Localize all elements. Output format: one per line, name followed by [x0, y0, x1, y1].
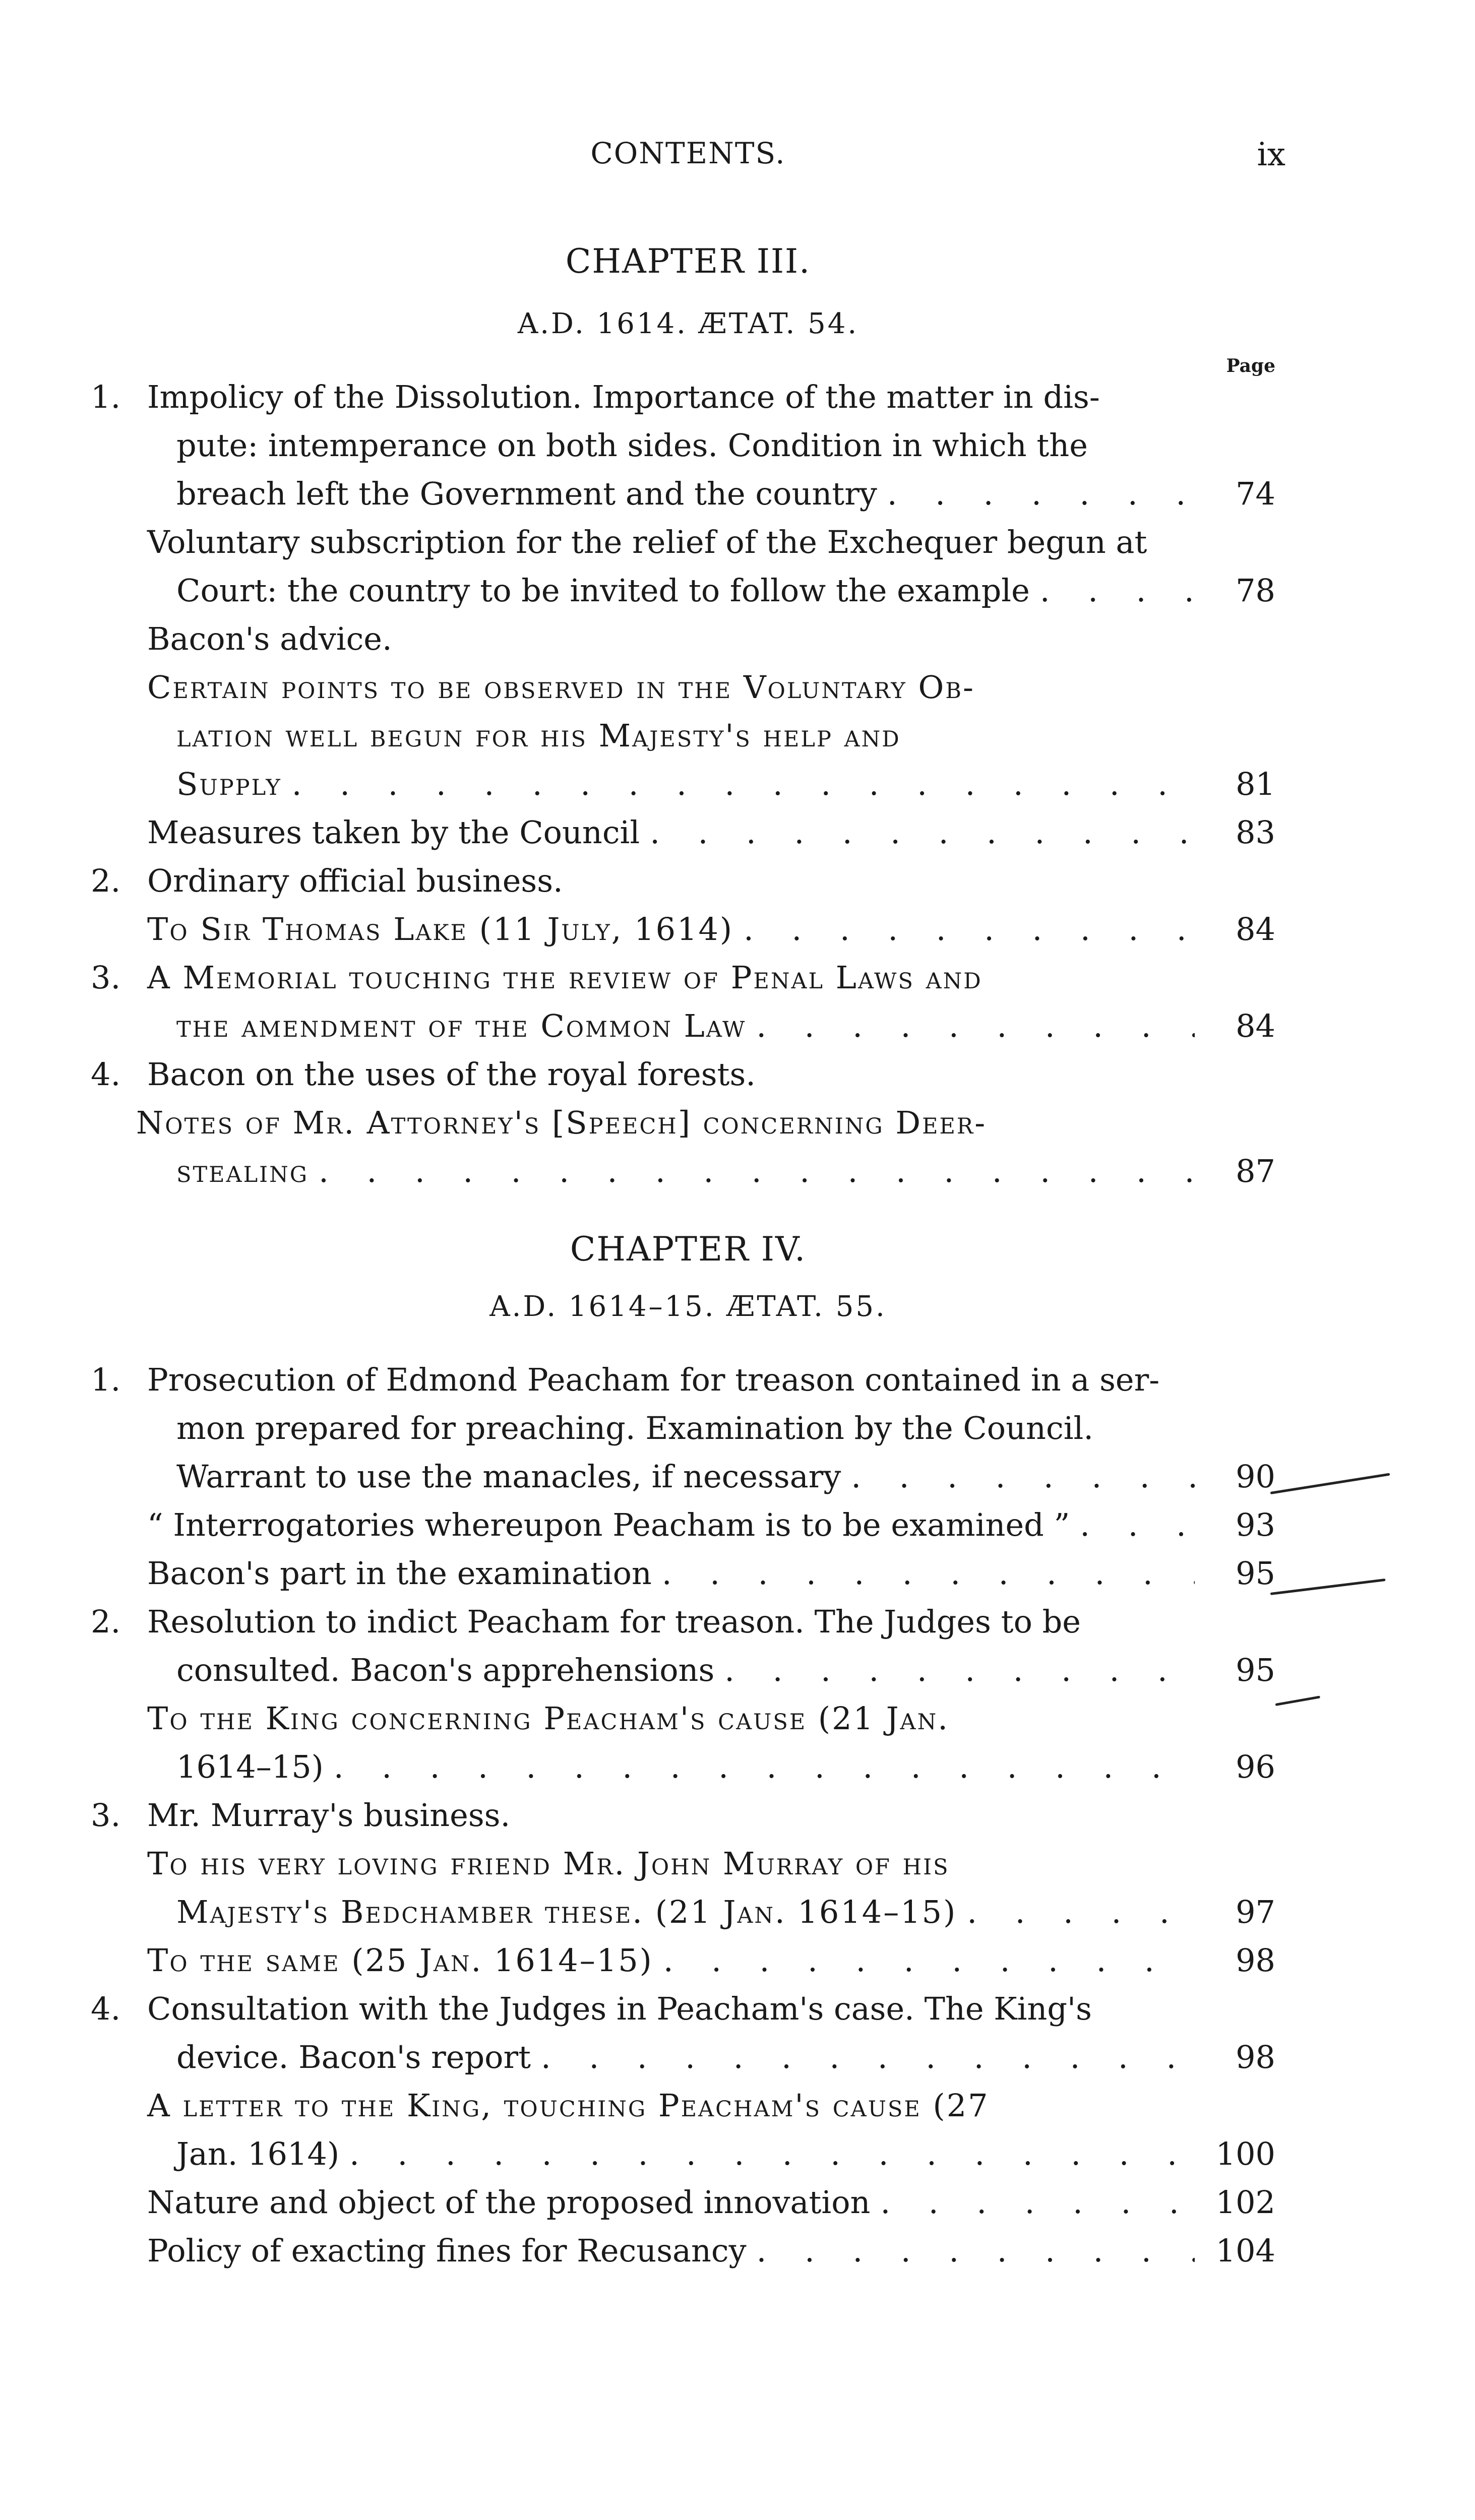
entry-text: stealing: [176, 1153, 309, 1189]
toc-line: [0, 566, 1275, 615]
entry-number: 2.: [91, 1603, 121, 1640]
entry-text: Ordinary official business.: [147, 862, 563, 899]
entry-text: Nature and object of the proposed innovation: [147, 2184, 871, 2221]
toc-line: [0, 1598, 1190, 1646]
entry-text: Consultation with the Judges in Peacham's case. The King's: [147, 1990, 1092, 2027]
toc-line: [0, 1404, 1190, 1453]
page-number: 98: [1236, 2039, 1275, 2075]
page-number: 95: [1236, 1555, 1275, 1592]
entry-text: Bacon's advice.: [147, 620, 392, 657]
page-number: 100: [1215, 2135, 1275, 2172]
toc-line: [0, 1147, 1275, 1195]
toc-line: [0, 1694, 1190, 1743]
chapter-4-dateline: A.D. 1614–15. ÆTAT. 55.: [489, 1290, 887, 1323]
page-number: 102: [1215, 2184, 1275, 2221]
entry-text: Notes of Mr. Attorney's [Speech] concerning Deer-: [136, 1104, 987, 1141]
margin-pencil-mark: [1270, 1579, 1386, 1595]
margin-pencil-mark: [1270, 1473, 1390, 1494]
entry-number: 3.: [91, 1797, 121, 1834]
entry-text: Certain points to be observed in the Voluntary Ob-: [147, 669, 975, 706]
dot-leader: [967, 1888, 1195, 1936]
entry-number: 2.: [91, 862, 121, 899]
entry-text: Mr. Murray's business.: [147, 1797, 511, 1834]
page-number: 84: [1236, 1007, 1275, 1044]
toc-line: [0, 663, 1190, 712]
entry-number: 1.: [91, 379, 121, 415]
entry-text: Supply: [176, 766, 282, 802]
header-title: CONTENTS.: [590, 136, 786, 170]
dot-leader: [541, 2033, 1195, 2082]
toc-line: [0, 1050, 1190, 1099]
page-number: 87: [1236, 1153, 1275, 1189]
toc-line: [0, 1985, 1190, 2033]
page-number: 96: [1236, 1748, 1275, 1785]
header-page-numeral: ix: [1257, 136, 1285, 173]
entry-text: the amendment of the Common Law: [176, 1007, 747, 1044]
toc-line: [0, 2178, 1275, 2227]
entry-text: Warrant to use the manacles, if necessary: [176, 1458, 841, 1495]
toc-line: [0, 470, 1275, 518]
page-number: 95: [1236, 1652, 1275, 1688]
page-number: 81: [1236, 766, 1275, 802]
toc-line: [0, 857, 1190, 905]
chapter-3-dateline: A.D. 1614. ÆTAT. 54.: [517, 307, 859, 340]
page-column-label: Page: [1226, 355, 1275, 376]
dot-leader: [756, 1002, 1195, 1050]
page-number: 84: [1236, 911, 1275, 948]
page-number: 74: [1236, 475, 1275, 512]
dot-leader: [349, 2130, 1195, 2178]
dot-leader: [662, 1549, 1195, 1598]
page-number: 90: [1236, 1458, 1275, 1495]
entry-text: Bacon on the uses of the royal forests.: [147, 1056, 756, 1093]
dot-leader: [319, 1147, 1195, 1195]
dot-leader: [1040, 566, 1195, 615]
toc-line: [0, 1453, 1275, 1501]
toc-line: [0, 2033, 1275, 2082]
toc-line: [0, 1501, 1275, 1549]
toc-line: [0, 1936, 1275, 1985]
page-number: 78: [1236, 572, 1275, 609]
toc-line: [0, 615, 1190, 663]
toc-line: [0, 2130, 1275, 2178]
entry-text: A Memorial touching the review of Penal Laws and: [147, 959, 982, 996]
entry-text: To the same (25 Jan. 1614–15): [147, 1942, 653, 1979]
page-number: 97: [1236, 1894, 1275, 1930]
dot-leader: [851, 1453, 1195, 1501]
toc-line: [0, 808, 1275, 857]
entry-text: Majesty's Bedchamber these. (21 Jan. 1614–15): [176, 1894, 957, 1930]
entry-text: To Sir Thomas Lake (11 July, 1614): [147, 911, 734, 948]
entry-text: Court: the country to be invited to follow the example: [176, 572, 1030, 609]
dot-leader: [744, 905, 1195, 954]
entry-text: mon prepared for preaching. Examination by the Council.: [176, 1410, 1094, 1446]
entry-text: consulted. Bacon's apprehensions: [176, 1652, 715, 1688]
toc-line: [0, 712, 1190, 760]
chapter-4-title: CHAPTER IV.: [570, 1230, 807, 1269]
dot-leader: [757, 2227, 1195, 2275]
entry-number: 1.: [91, 1361, 121, 1398]
page-number: 83: [1236, 814, 1275, 851]
toc-line: [0, 373, 1190, 421]
entry-text: Voluntary subscription for the relief of the Exchequer begun at: [147, 524, 1147, 560]
toc-line: [0, 2082, 1190, 2130]
entry-text: Prosecution of Edmond Peacham for treason contained in a ser-: [147, 1361, 1160, 1398]
entry-text: Resolution to indict Peacham for treason. The Judges to be: [147, 1603, 1081, 1640]
entry-text: A letter to the King, touching Peacham's cause (27: [147, 2087, 990, 2124]
dot-leader: [292, 760, 1195, 808]
toc-line: [0, 1840, 1190, 1888]
toc-line: [0, 905, 1275, 954]
chapter-3-title: CHAPTER III.: [565, 242, 811, 281]
entry-text: device. Bacon's report: [176, 2039, 531, 2075]
toc-line: [0, 954, 1190, 1002]
dot-leader: [663, 1936, 1195, 1985]
dot-leader: [887, 470, 1195, 518]
toc-line: [0, 1002, 1275, 1050]
page-number: 93: [1236, 1506, 1275, 1543]
dot-leader: [880, 2178, 1195, 2227]
toc-line: [0, 760, 1275, 808]
entry-text: Jan. 1614): [176, 2135, 340, 2172]
page-number: 104: [1215, 2232, 1275, 2269]
margin-pencil-mark: [1275, 1695, 1321, 1706]
toc-line: [0, 2227, 1275, 2275]
toc-line: [0, 1791, 1190, 1840]
entry-number: 4.: [91, 1990, 121, 2027]
entry-text: “ Interrogatories whereupon Peacham is to be examined ”: [147, 1506, 1070, 1543]
toc-line: [0, 1356, 1190, 1404]
entry-number: 3.: [91, 959, 121, 996]
toc-line: [0, 518, 1190, 566]
page-number: 98: [1236, 1942, 1275, 1979]
toc-line: [0, 1743, 1275, 1791]
dot-leader: [650, 808, 1195, 857]
entry-text: pute: intemperance on both sides. Condition in which the: [176, 427, 1088, 464]
running-header: [91, 136, 1285, 181]
toc-line: [0, 1549, 1275, 1598]
entry-text: Policy of exacting fines for Recusancy: [147, 2232, 747, 2269]
toc-line: [0, 421, 1190, 470]
entry-text: Impolicy of the Dissolution. Importance of the matter in dis-: [147, 379, 1100, 415]
entry-text: breach left the Government and the country: [176, 475, 877, 512]
entry-text: To his very loving friend Mr. John Murray of his: [147, 1845, 950, 1882]
dot-leader: [1080, 1501, 1195, 1549]
entry-text: lation well begun for his Majesty's help and: [176, 717, 901, 754]
entry-text: Bacon's part in the examination: [147, 1555, 652, 1592]
toc-line: [0, 1888, 1275, 1936]
dot-leader: [724, 1646, 1195, 1694]
entry-number: 4.: [91, 1056, 121, 1093]
entry-text: To the King concerning Peacham's cause (21 Jan.: [147, 1700, 949, 1737]
entry-text: 1614–15): [176, 1748, 324, 1785]
entry-text: Measures taken by the Council: [147, 814, 640, 851]
toc-line: [0, 1646, 1275, 1694]
dot-leader: [334, 1743, 1195, 1791]
toc-line: [0, 1099, 1190, 1147]
